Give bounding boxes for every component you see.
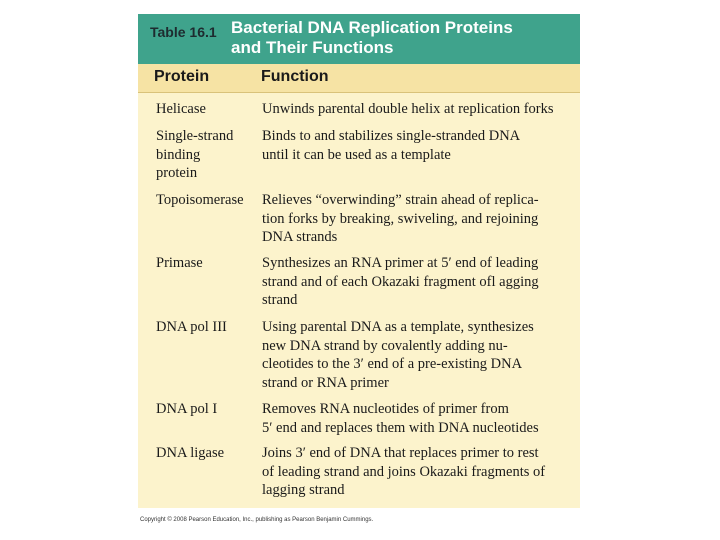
- protein-line: protein: [156, 165, 198, 182]
- protein-line: DNA pol I: [156, 401, 218, 417]
- function-line: Using parental DNA as a template, synthesizes: [262, 319, 534, 335]
- table-title-line-2: and Their Functions: [231, 38, 394, 57]
- function-cell: [262, 318, 578, 392]
- function-cell: [262, 254, 578, 310]
- function-line: Binds to and stabilizes single-stranded DNA: [262, 128, 521, 144]
- protein-line: Topoisomerase: [156, 192, 244, 208]
- function-line: 5′ end and replaces them with DNA nucleotides: [262, 419, 539, 436]
- function-line: strand and of each Okazaki fragment ofl agging: [262, 273, 539, 290]
- protein-cell: [156, 444, 256, 463]
- table-title-bar: [138, 14, 580, 64]
- protein-line: Primase: [156, 255, 203, 271]
- function-line: cleotides to the 3′ end of a pre-existing DNA: [262, 356, 523, 373]
- protein-line: Single-strand: [156, 128, 234, 144]
- function-line: tion forks by breaking, swiveling, and rejoining: [262, 210, 539, 227]
- protein-cell: [156, 100, 256, 119]
- function-line: Joins 3′ end of DNA that replaces primer to rest: [262, 445, 539, 461]
- function-cell: [262, 100, 578, 119]
- column-header-protein: Protein: [154, 68, 210, 85]
- function-line: of leading strand and joins Okazaki fragments of: [262, 463, 546, 480]
- function-line: strand or RNA primer: [262, 374, 389, 391]
- function-line: Relieves “overwinding” strain ahead of replica-: [262, 192, 539, 208]
- function-line: Unwinds parental double helix at replication forks: [262, 101, 554, 117]
- protein-cell: [156, 318, 256, 337]
- protein-cell: [156, 254, 256, 273]
- table-number: Table 16.1: [150, 24, 217, 40]
- table-title: [231, 18, 576, 58]
- function-line: new DNA strand by covalently adding nu-: [262, 337, 508, 354]
- copyright-notice: Copyright © 2008 Pearson Education, Inc., publishing as Pearson Benjamin Cummings.: [140, 517, 374, 523]
- protein-line: binding: [156, 146, 201, 163]
- function-cell: [262, 127, 578, 164]
- protein-cell: [156, 127, 256, 183]
- protein-line: DNA ligase: [156, 445, 225, 461]
- table-title-line-1: Bacterial DNA Replication Proteins: [231, 18, 513, 37]
- function-cell: [262, 400, 578, 437]
- column-header-function: Function: [261, 68, 329, 85]
- protein-line: DNA pol III: [156, 319, 227, 335]
- protein-cell: [156, 400, 256, 419]
- function-line: Removes RNA nucleotides of primer from: [262, 401, 509, 417]
- function-line: lagging strand: [262, 482, 345, 499]
- function-line: strand: [262, 292, 298, 309]
- column-header-row: [138, 64, 580, 93]
- function-cell: [262, 191, 578, 247]
- table-card: [138, 14, 580, 508]
- function-line: DNA strands: [262, 229, 338, 246]
- protein-cell: [156, 191, 256, 210]
- function-line: Synthesizes an RNA primer at 5′ end of leading: [262, 255, 539, 271]
- function-line: until it can be used as a template: [262, 146, 451, 163]
- function-cell: [262, 444, 578, 500]
- protein-line: Helicase: [156, 101, 206, 117]
